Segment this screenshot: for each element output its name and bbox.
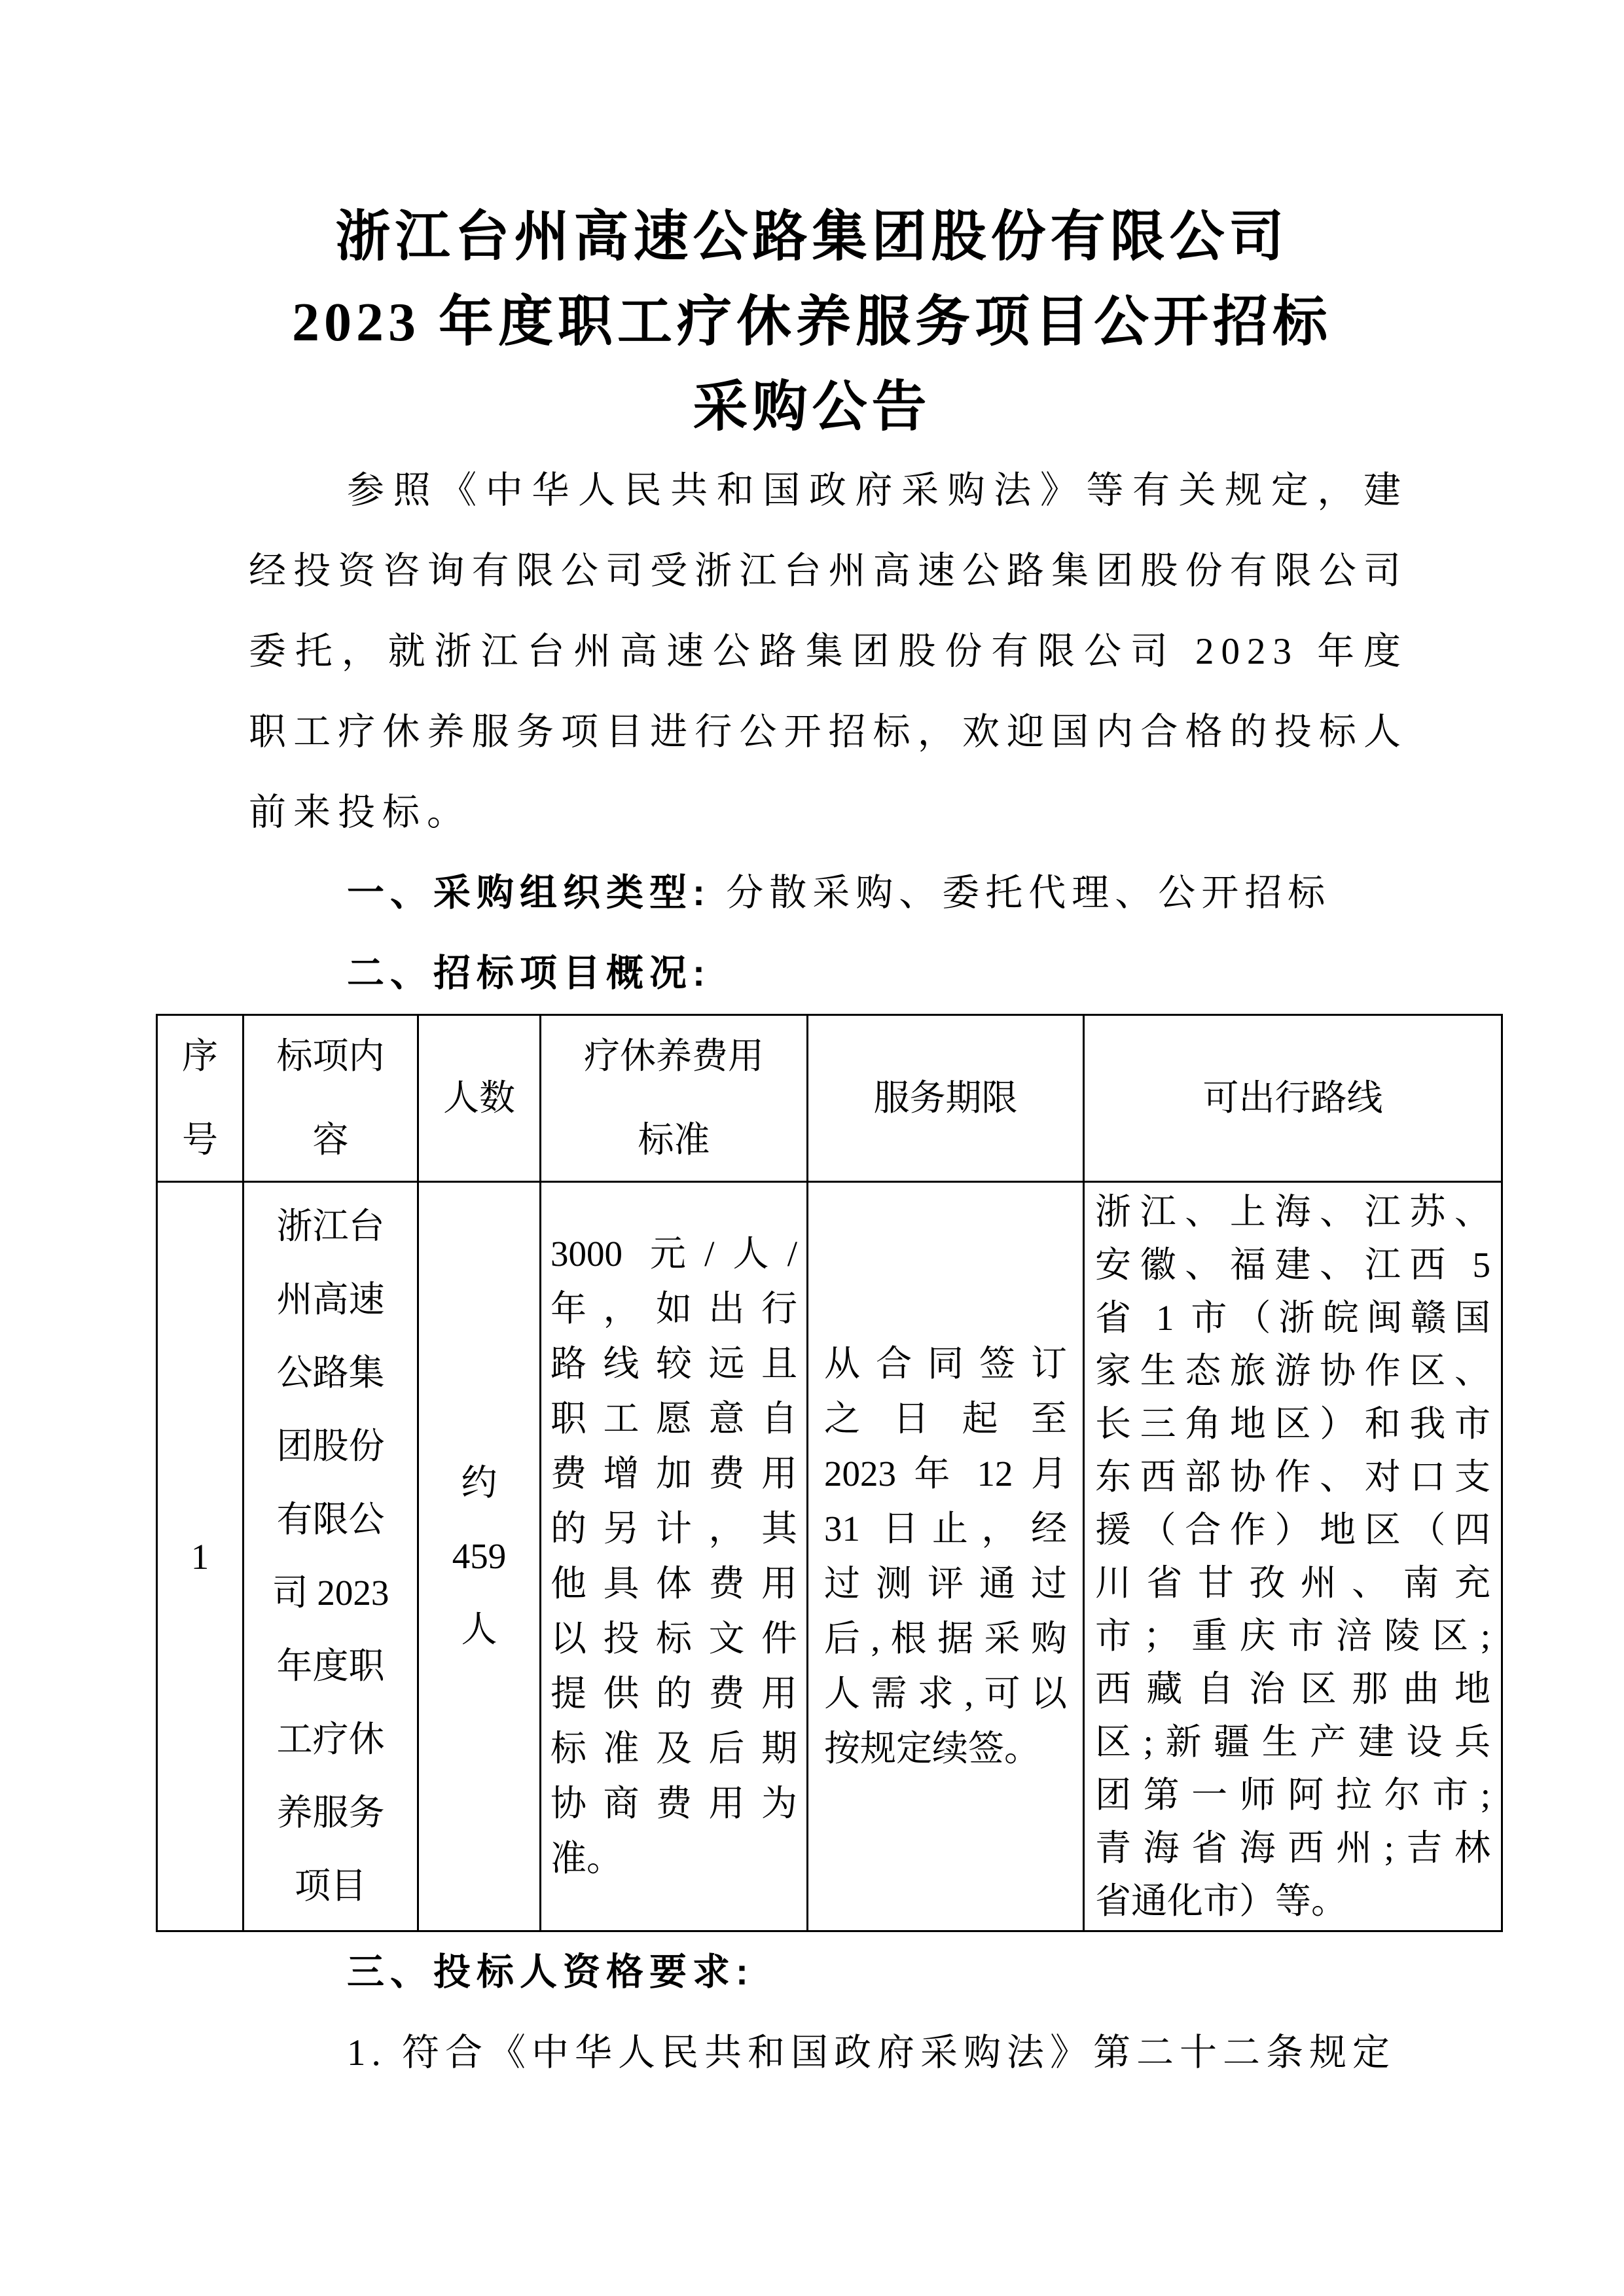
- col-header-fee: 疗休养费用 标准: [541, 1016, 808, 1183]
- col-header-seq: 序 号: [158, 1016, 244, 1183]
- page-title-line-3: 采购公告: [693, 377, 931, 438]
- col-header-routes-label: 可出行路线: [1202, 1078, 1383, 1118]
- col-header-routes: [1085, 1016, 1503, 1183]
- page-title-line-1: 浙江台州高速公路集团股份有限公司: [335, 207, 1289, 268]
- section-3-heading: [249, 1932, 1408, 2013]
- section-1-label: 一、采购组织类型:: [347, 872, 711, 914]
- row1-seq-value: 1: [190, 1536, 209, 1577]
- col-header-period-label: 服务期限: [873, 1078, 1018, 1118]
- col-header-item: 标项内 容: [244, 1016, 419, 1183]
- intro-paragraph: 参照《中华人民共和国政府采购法》等有关规定，建经投资咨询有限公司受浙江台州高速公路集团股份有限公司委托，就浙江台州高速公路集团股份有限公司 2023 年度职工疗休养服务项目进行公开招标，欢迎国内合格的投标人前来投标。: [249, 470, 1408, 833]
- tender-overview-table: [156, 1014, 1503, 1932]
- page-title: [0, 195, 1624, 450]
- col-header-people: [419, 1016, 541, 1183]
- section-3-label: 三、投标人资格要求:: [347, 1951, 754, 1993]
- section-2-label: 二、招标项目概况:: [347, 952, 711, 994]
- row1-item-cell: 浙江台 州高速 公路集 团股份 有限公 司 2023 年度职 工疗休 养服务 项目: [244, 1183, 419, 1932]
- col-header-period: [808, 1016, 1085, 1183]
- row1-seq-cell: [158, 1183, 244, 1932]
- row1-people-cell: 约 459 人: [419, 1183, 541, 1932]
- section-1-heading: [249, 853, 1408, 933]
- row1-period-cell: 从合同签订 之日起至 2023 年 12 月 31 日止，经 过测评通过 后,根据采购 人需求,可以 按规定续签。: [808, 1183, 1085, 1932]
- row1-routes-cell: 浙江、上海、江苏、 安徽、福建、江西 5 省 1 市（浙皖闽赣国 家生态旅游协作区、 长三角地区）和我市 东西部协作、对口支 援（合作）地区（四 川省甘孜州、南充 市；重庆市涪陵区; 西藏自治区那曲地 区;新疆生产建设兵 团第一师阿拉尔市; 青海省海西州;吉林 省通化市）等。: [1085, 1183, 1503, 1932]
- section-1-value: 分散采购、委托代理、公开招标: [710, 872, 1331, 914]
- col-header-people-label: 人数: [442, 1078, 515, 1118]
- qualification-item-1: 1. 符合《中华人民共和国政府采购法》第二十二条规定: [347, 2032, 1396, 2073]
- page-title-line-2: 2023 年度职工疗休养服务项目公开招标: [291, 292, 1332, 353]
- section-2-heading: [249, 933, 1408, 1014]
- row1-fee-cell: 3000 元/人/ 年，如出行 路线较远且 职工愿意自 费增加费用 的另计，其 他具体费用 以投标文件 提供的费用 标准及后期 协商费用为 准。: [541, 1183, 808, 1932]
